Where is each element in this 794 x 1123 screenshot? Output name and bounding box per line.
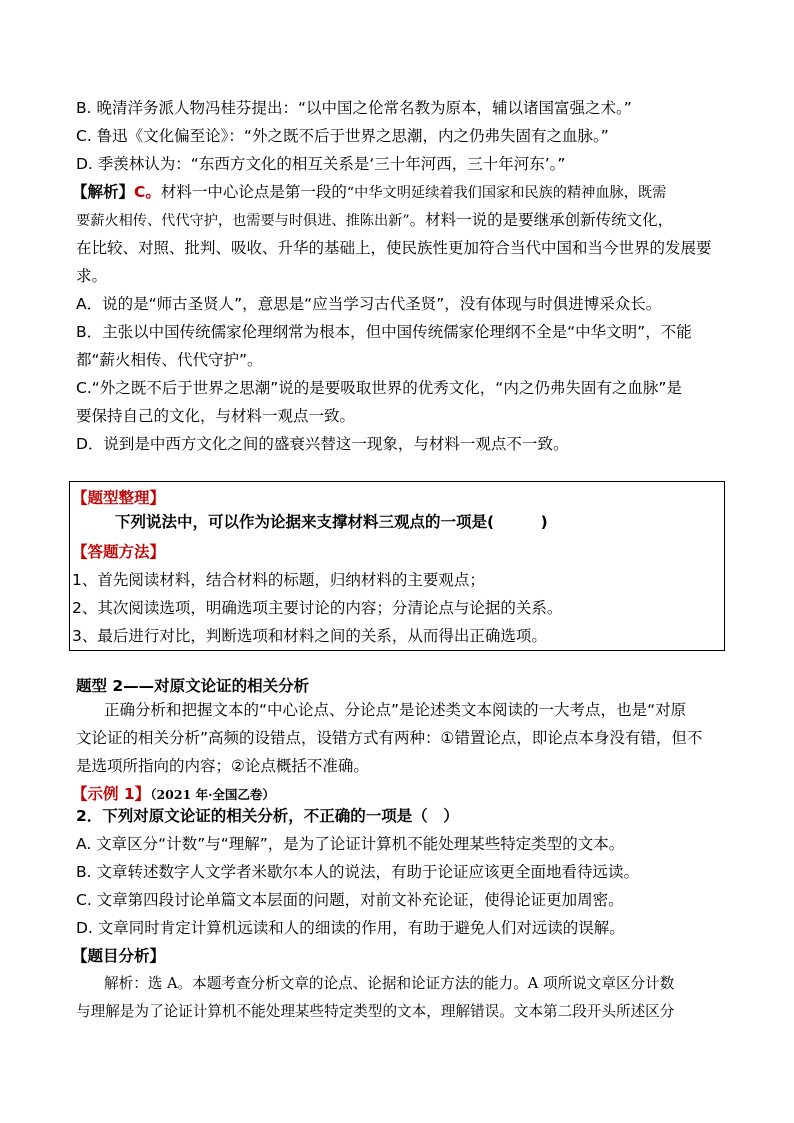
jiexi-quote: “中华文明延续着我们国家和民族的精神血脉，既需 (346, 185, 667, 201)
example-option-a: A. 文章区分“计数”与“理解”，是为了论证计算机不能处理某些特定类型的文本。 (76, 835, 625, 853)
type2-intro-1: 正确分析和把握文本的“中心论点、分论点”是论述类文本阅读的一大考点，也是“对原 (104, 701, 687, 719)
type2-heading: 题型 2——对原文论证的相关分析 (76, 677, 310, 695)
method-step-1: 1、首先阅读材料，结合材料的标题，归纳材料的主要观点； (72, 571, 485, 589)
option-d: D. 季羡林认为：“东西方文化的相互关系是‘三十年河西，三十年河东’。” (76, 155, 566, 173)
jiexi-answer: C。 (134, 183, 161, 201)
example-label: 【示例 1】 (72, 785, 151, 803)
example-option-d: D. 文章同时肯定计算机远读和人的细读的作用，有助于避免人们对远读的误解。 (76, 919, 625, 937)
example-header (72, 784, 275, 805)
type2-intro-2: 文论证的相关分析”高频的设错点，设错方式有两种：①错置论点，即论点本身没有错，但不 (76, 729, 703, 747)
explanation-b-1: B．主张以中国传统儒家伦理纲常为根本，但中国传统儒家伦理纲不全是“中华文明”，不能 (76, 323, 692, 341)
jiexi-line-1 (72, 182, 722, 203)
jiexi-tag: 【解析】 (72, 183, 135, 201)
analysis-label: 【题目分析】 (72, 947, 166, 965)
jiexi-text: 材料一中心论点是第一段的 (160, 183, 347, 201)
tixing-label: 【题型整理】 (72, 489, 166, 507)
option-c: C. 鲁迅《文化偏至论》：“外之既不后于世界之思潮，内之仍弗失固有之血脉。” (76, 127, 609, 145)
example-option-c: C. 文章第四段讨论单篇文本层面的问题，对前文补充论证，使得论证更加周密。 (76, 891, 624, 909)
jiexi-text-cont: 。材料一说的是要继承创新传统文化， (409, 211, 674, 229)
jiexi-line-3: 在比较、对照、批判、吸收、升华的基础上，使民族性更加符合当代中国和当今世界的发展要 (76, 239, 712, 257)
explanation-a: A．说的是“师古圣贤人”，意思是“应当学习古代圣贤”，没有体现与时俱进博采众长。 (76, 295, 662, 313)
analysis-line-2: 与理解是为了论证计算机不能处理某些特定类型的文本，理解错误。文本第二段开头所述区分 (76, 1003, 675, 1020)
jiexi-line-4: 求。 (76, 267, 108, 285)
explanation-d: D．说到是中西方文化之间的盛衰兴替这一现象，与材料一观点不一致。 (76, 435, 569, 453)
example-source: （2021 年·全国乙卷） (150, 787, 275, 802)
explanation-c-2: 要保持自己的文化，与材料一观点一致。 (76, 407, 356, 425)
explanation-c-1: C.“外之既不后于世界之思潮”说的是要吸取世界的优秀文化，“内之仍弗失固有之血脉”是 (76, 379, 682, 397)
method-step-2: 2、其次阅读选项，明确选项主要讨论的内容；分清论点与论据的关系。 (72, 599, 563, 617)
explanation-b-2: 都“薪火相传、代代守护”。 (76, 351, 263, 369)
type2-intro-3: 是选项所指向的内容；②论点概括不准确。 (76, 757, 369, 775)
jiexi-line-2 (76, 210, 722, 231)
method-step-3: 3、最后进行对比，判断选项和材料之间的关系，从而得出正确选项。 (72, 627, 547, 645)
option-b: B. 晚清洋务派人物冯桂芬提出：“以中国之伦常名教为原本，辅以诸国富强之术。” (76, 99, 632, 117)
analysis-line-1: 解析：选 A。本题考查分析文章的论点、论据和论证方法的能力。A 项所说文章区分计数 (104, 975, 675, 992)
example-question: 2．下列对原文论证的相关分析，不正确的一项是（ ） (76, 807, 459, 825)
jiexi-quote-cont: 要薪火相传、代代守护，也需要与时俱进、推陈出新” (76, 213, 410, 229)
box-question: 下列说法中，可以作为论据来支撑材料三观点的一项是( ) (115, 513, 548, 531)
method-label: 【答题方法】 (72, 543, 166, 561)
example-option-b: B. 文章转述数字人文学者米歇尔本人的说法，有助于论证应该更全面地看待远读。 (76, 863, 639, 881)
